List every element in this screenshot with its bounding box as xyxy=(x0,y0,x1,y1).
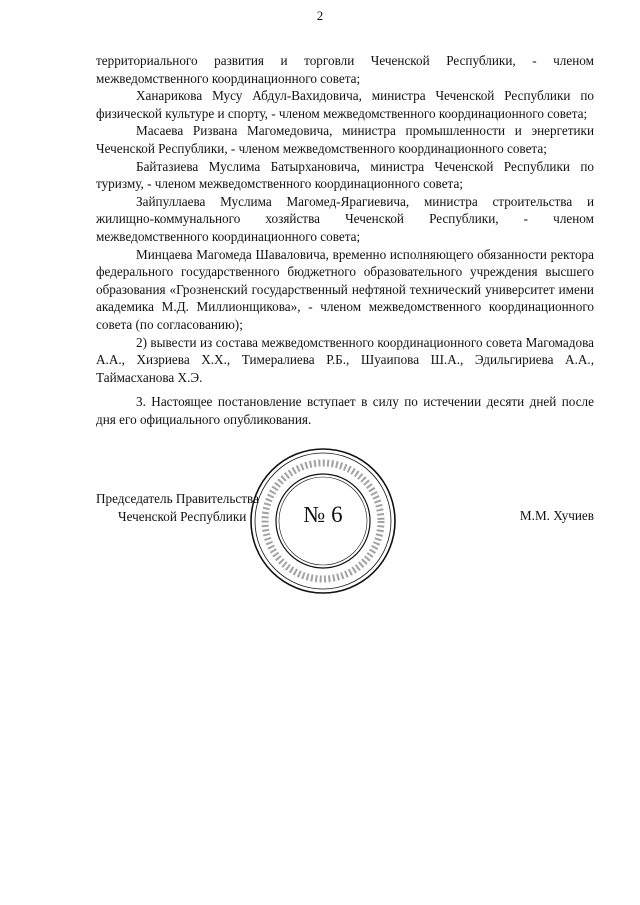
signature-title-line: Председатель Правительства xyxy=(96,491,259,506)
signature-title xyxy=(96,490,259,525)
paragraph: 3. Настоящее постановление вступает в силу по истечении десяти дней после дня его официального опубликования. xyxy=(96,394,594,427)
document-body xyxy=(96,52,594,428)
paragraph: Байтазиева Муслима Батырхановича, министра Чеченской Республики по туризму, - членом межведомственного координационного совета; xyxy=(96,158,594,192)
paragraph: Минцаева Магомеда Шаваловича, временно исполняющего обязанности ректора федерального государственного бюджетного образовательного учреждения высшего образования «Грозненский государственный нефтяной технический университет имени академика М.Д. Миллионщикова», - членом межведомственного координационного совета (по согласованию); xyxy=(96,246,594,332)
paragraph: Зайпуллаева Муслима Магомед-Ярагиевича, министра строительства и жилищно-коммунального хозяйства Чеченской Республики, - членом межведомственного координационного совета; xyxy=(96,193,594,244)
paragraph: территориального развития и торговли Чеченской Республики, - членом межведомственного координационного совета; xyxy=(96,53,594,86)
paragraph: Ханарикова Мусу Абдул-Вахидовича, министра Чеченской Республики по физической культуре и спорту, - членом межведомственного координационного совета; xyxy=(96,88,594,121)
signature-title-line: Чеченской Республики xyxy=(118,508,247,524)
paragraph: Масаева Ризвана Магомедовича, министра промышленности и энергетики Чеченской Республики, - членом межведомственного координационного совета; xyxy=(96,123,594,156)
paragraph: 2) вывести из состава межведомственного координационного совета Магомадова А.А., Хизриева Х.Х., Тимералиева Р.Б., Шуаипова Ш.А., Эдильгириева А.А., Таймасханова Х.Э. xyxy=(96,334,594,385)
official-seal xyxy=(248,446,398,596)
seal-number: № 6 xyxy=(303,502,343,527)
signatory-name: М.М. Хучиев xyxy=(519,508,594,523)
page-number: 2 xyxy=(316,8,324,23)
